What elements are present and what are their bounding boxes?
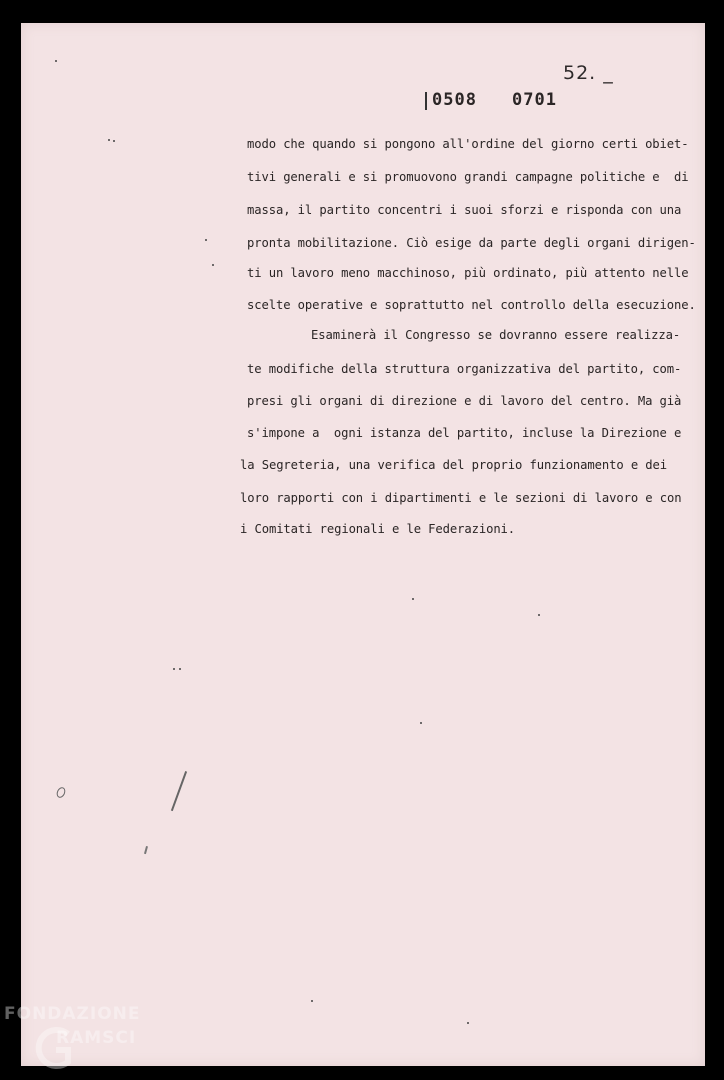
paper-speck <box>412 598 414 600</box>
text-line-10: s'impone a ogni istanza del partito, incluse la Direzione e <box>247 426 682 440</box>
paper-speck <box>538 614 540 616</box>
paper-speck <box>420 722 422 724</box>
paper-speck <box>173 668 175 670</box>
text-line-5: ti un lavoro meno macchinoso, più ordinato, più attento nelle <box>247 266 689 280</box>
watermark-line-1: FONDAZIONE <box>4 1004 141 1024</box>
archive-stamp-right: 0701 <box>512 90 557 110</box>
handwritten-page-number: 52. _ <box>563 62 614 84</box>
text-line-8: te modifiche della struttura organizzativa del partito, com- <box>247 362 682 376</box>
paper-speck <box>212 264 214 266</box>
text-line-6: scelte operative e soprattutto nel controllo della esecuzione. <box>247 298 696 312</box>
paper-speck <box>311 1000 313 1002</box>
archive-stamp-left: 0508 <box>432 90 477 110</box>
text-line-1: modo che quando si pongono all'ordine del giorno certi obiet- <box>247 137 689 151</box>
text-line-4: pronta mobilitazione. Ciò esige da parte degli organi dirigen- <box>247 236 696 250</box>
text-line-9: presi gli organi di direzione e di lavoro del centro. Ma già <box>247 394 682 408</box>
paper-speck <box>55 60 57 62</box>
paper-speck <box>113 140 115 142</box>
watermark <box>4 1002 141 1050</box>
watermark-line-2: RAMSCI <box>56 1028 137 1048</box>
text-line-12: loro rapporti con i dipartimenti e le sezioni di lavoro e con <box>240 491 682 505</box>
stamp-mark <box>425 92 427 110</box>
paper-speck <box>205 239 207 241</box>
text-line-2: tivi generali e si promuovono grandi campagne politiche e di <box>247 170 689 184</box>
text-line-13: i Comitati regionali e le Federazioni. <box>240 522 516 536</box>
text-line-11: la Segreteria, una verifica del proprio funzionamento e dei <box>240 458 668 472</box>
text-line-3: massa, il partito concentri i suoi sforzi e risponda con una <box>247 203 682 217</box>
text-line-7: Esaminerà il Congresso se dovranno essere realizza- <box>311 328 681 342</box>
paper-speck <box>467 1022 469 1024</box>
paper-speck <box>179 668 181 670</box>
paper-speck <box>108 139 110 141</box>
